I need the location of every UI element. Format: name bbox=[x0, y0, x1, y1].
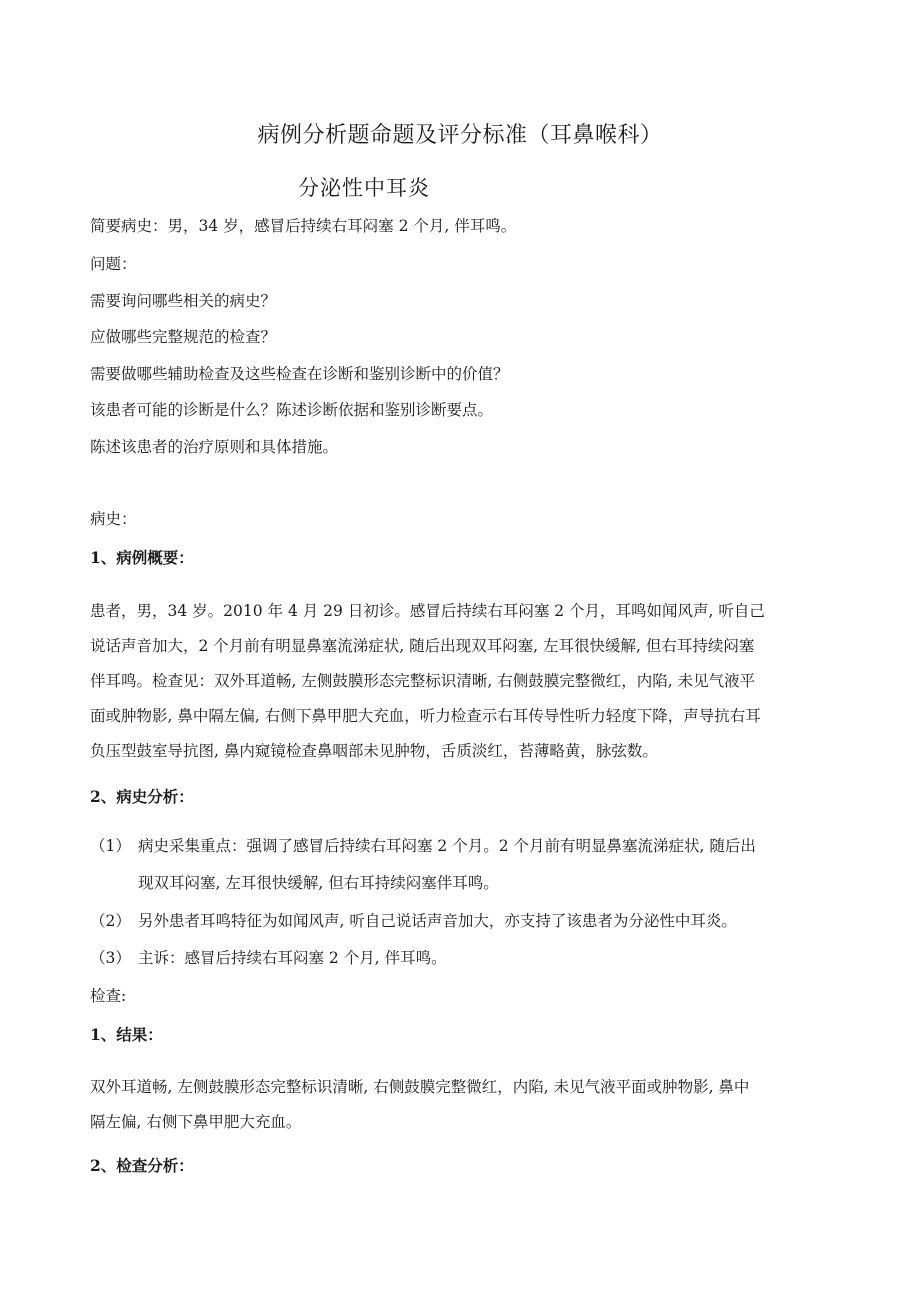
history-section-heading: 1、病例概要： bbox=[90, 548, 194, 567]
document-subtitle: 分泌性中耳炎 bbox=[298, 176, 430, 200]
paragraph-line: 面或肿物影, 鼻中隔左偏, 右侧下鼻甲肥大充血，听力检查示右耳传导性听力轻度下降，声导抗右耳 bbox=[90, 707, 761, 725]
exam-result-paragraph bbox=[90, 1070, 820, 1140]
item-number: （3） bbox=[90, 949, 131, 967]
question-item: 陈述该患者的治疗原则和具体措施。 bbox=[90, 438, 339, 456]
case-summary-paragraph bbox=[90, 594, 820, 769]
history-label: 病史： bbox=[90, 510, 137, 528]
paragraph-line: 患者，男，34 岁。2010 年 4 月 29 日初诊。感冒后持续右耳闷塞 2 个月，耳鸣如闻风声, 听自己 bbox=[90, 602, 765, 620]
exam-result-heading: 1、结果： bbox=[90, 1025, 163, 1044]
questions-label: 问题： bbox=[90, 255, 137, 273]
item-text: 另外患者耳鸣特征为如闻风声, 听自己说话声音加大，亦支持了该患者为分泌性中耳炎。 bbox=[138, 912, 737, 930]
exam-label: 检查: bbox=[90, 987, 127, 1005]
brief-history: 简要病史：男，34 岁，感冒后持续右耳闷塞 2 个月, 伴耳鸣。 bbox=[90, 217, 517, 235]
exam-analysis-heading: 2、检查分析： bbox=[90, 1156, 194, 1175]
item-text: 现双耳闷塞, 左耳很快缓解, 但右耳持续闷塞伴耳鸣。 bbox=[138, 874, 499, 892]
analysis-item bbox=[90, 903, 820, 940]
item-number: （2） bbox=[90, 912, 131, 930]
paragraph-line: 伴耳鸣。检查见：双外耳道畅, 左侧鼓膜形态完整标识清晰, 右侧鼓膜完整微红，内陷, 未见气液平 bbox=[90, 672, 756, 690]
paragraph-line: 负压型鼓室导抗图, 鼻内窥镜检查鼻咽部未见肿物，舌质淡红，苔薄略黄，脉弦数。 bbox=[90, 742, 658, 760]
paragraph-line: 隔左偏, 右侧下鼻甲肥大充血。 bbox=[90, 1113, 302, 1131]
analysis-item bbox=[90, 828, 820, 902]
question-item: 需要做哪些辅助检查及这些检查在诊断和鉴别诊断中的价值？ bbox=[90, 365, 509, 383]
question-item: 需要询问哪些相关的病史？ bbox=[90, 292, 277, 310]
item-text: 主诉：感冒后持续右耳闷塞 2 个月, 伴耳鸣。 bbox=[138, 949, 447, 967]
question-item: 该患者可能的诊断是什么？陈述诊断依据和鉴别诊断要点。 bbox=[90, 401, 494, 419]
document-title: 病例分析题命题及评分标准（耳鼻喉科） bbox=[257, 123, 663, 148]
item-text: 病史采集重点：强调了感冒后持续右耳闷塞 2 个月。2 个月前有明显鼻塞流涕症状, 随后出 bbox=[138, 837, 756, 855]
item-number: （1） bbox=[90, 837, 131, 855]
history-analysis-heading: 2、病史分析： bbox=[90, 787, 194, 806]
paragraph-line: 说话声音加大，2 个月前有明显鼻塞流涕症状, 随后出现双耳闷塞, 左耳很快缓解, 但右耳持续闷塞 bbox=[90, 637, 755, 655]
analysis-item bbox=[90, 940, 820, 977]
paragraph-line: 双外耳道畅, 左侧鼓膜形态完整标识清晰, 右侧鼓膜完整微红，内陷, 未见气液平面或肿物影, 鼻中 bbox=[90, 1078, 750, 1096]
question-item: 应做哪些完整规范的检查？ bbox=[90, 328, 277, 346]
